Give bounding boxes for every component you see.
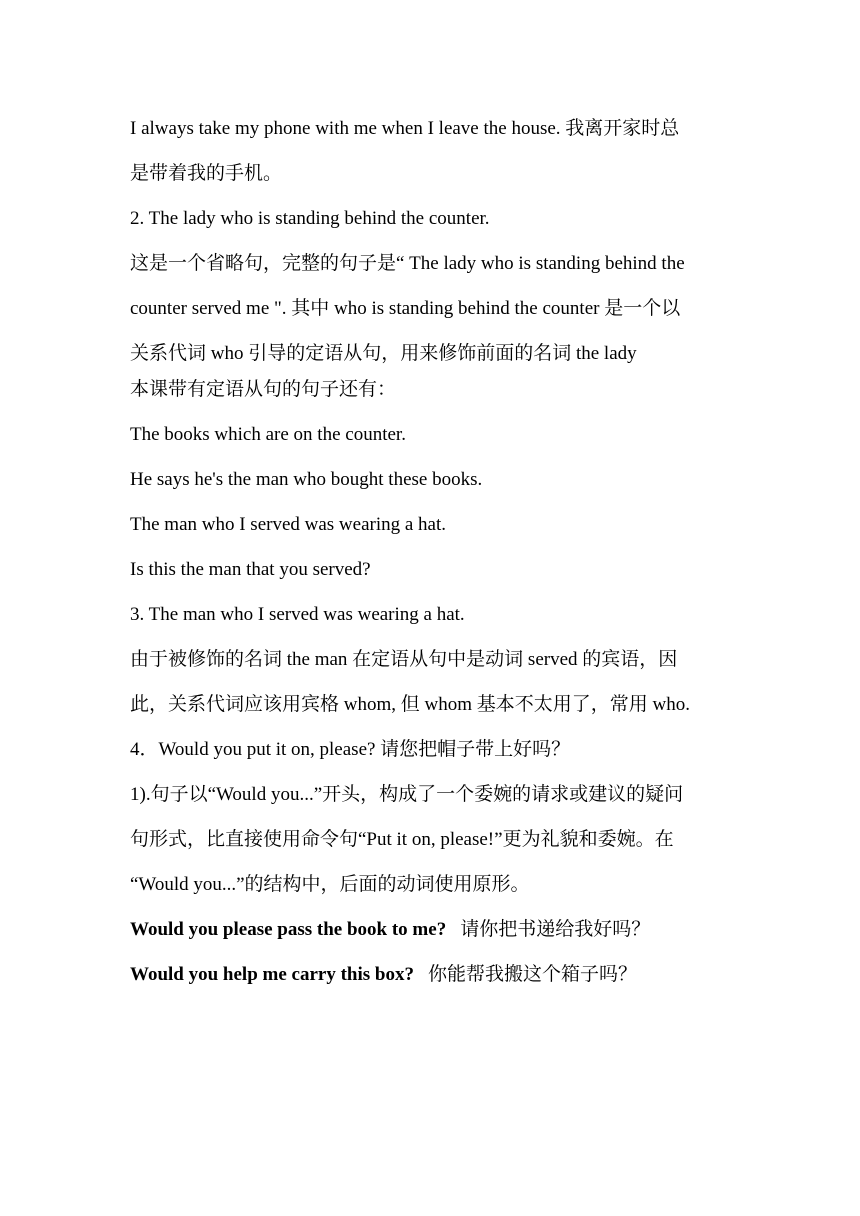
text-line: 关系代词 who 引导的定语从句，用来修饰前面的名词 the lady [130, 343, 637, 364]
text-line: 由于被修饰的名词 the man 在定语从句中是动词 served 的宾语，因 [130, 649, 678, 670]
text-line: The man who I served was wearing a hat. [130, 514, 447, 535]
example-chinese: 请你把书递给我好吗？ [460, 919, 651, 940]
text-line: The books which are on the counter. [130, 424, 406, 445]
text-line: “Would you...”的结构中，后面的动词使用原形。 [130, 874, 530, 895]
text-line: Is this the man that you served? [130, 559, 371, 580]
text-line: 4．Would you put it on, please? 请您把帽子带上好吗？ [130, 739, 571, 760]
text-line: 2. The lady who is standing behind the counter. [130, 208, 490, 229]
text-line: 句形式，比直接使用命令句“Put it on, please!”更为礼貌和委婉。在 [130, 829, 674, 850]
example-chinese: 你能帮我搬这个箱子吗？ [427, 964, 637, 985]
text-line: 3. The man who I served was wearing a hat. [130, 604, 465, 625]
text-line: 本课带有定语从句的句子还有： [130, 379, 397, 400]
text-line: 1).句子以“Would you...”开头，构成了一个委婉的请求或建议的疑问 [130, 784, 684, 805]
example-english: Would you help me carry this box? [130, 964, 414, 985]
document-body [130, 106, 740, 997]
text-line: He says he's the man who bought these books. [130, 469, 483, 490]
text-line: 此，关系代词应该用宾格 whom, 但 whom 基本不太用了，常用 who. [130, 694, 690, 715]
example-sentence [130, 907, 740, 952]
example-english: Would you please pass the book to me? [130, 919, 447, 940]
text-line: I always take my phone with me when I leave the house. 我离开家时总 [130, 118, 680, 139]
example-sentence [130, 952, 740, 997]
text-line: 是带着我的手机。 [130, 163, 283, 184]
text-line: counter served me ". 其中 who is standing behind the counter 是一个以 [130, 298, 681, 319]
text-line: 这是一个省略句，完整的句子是“ The lady who is standing behind the [130, 253, 685, 274]
